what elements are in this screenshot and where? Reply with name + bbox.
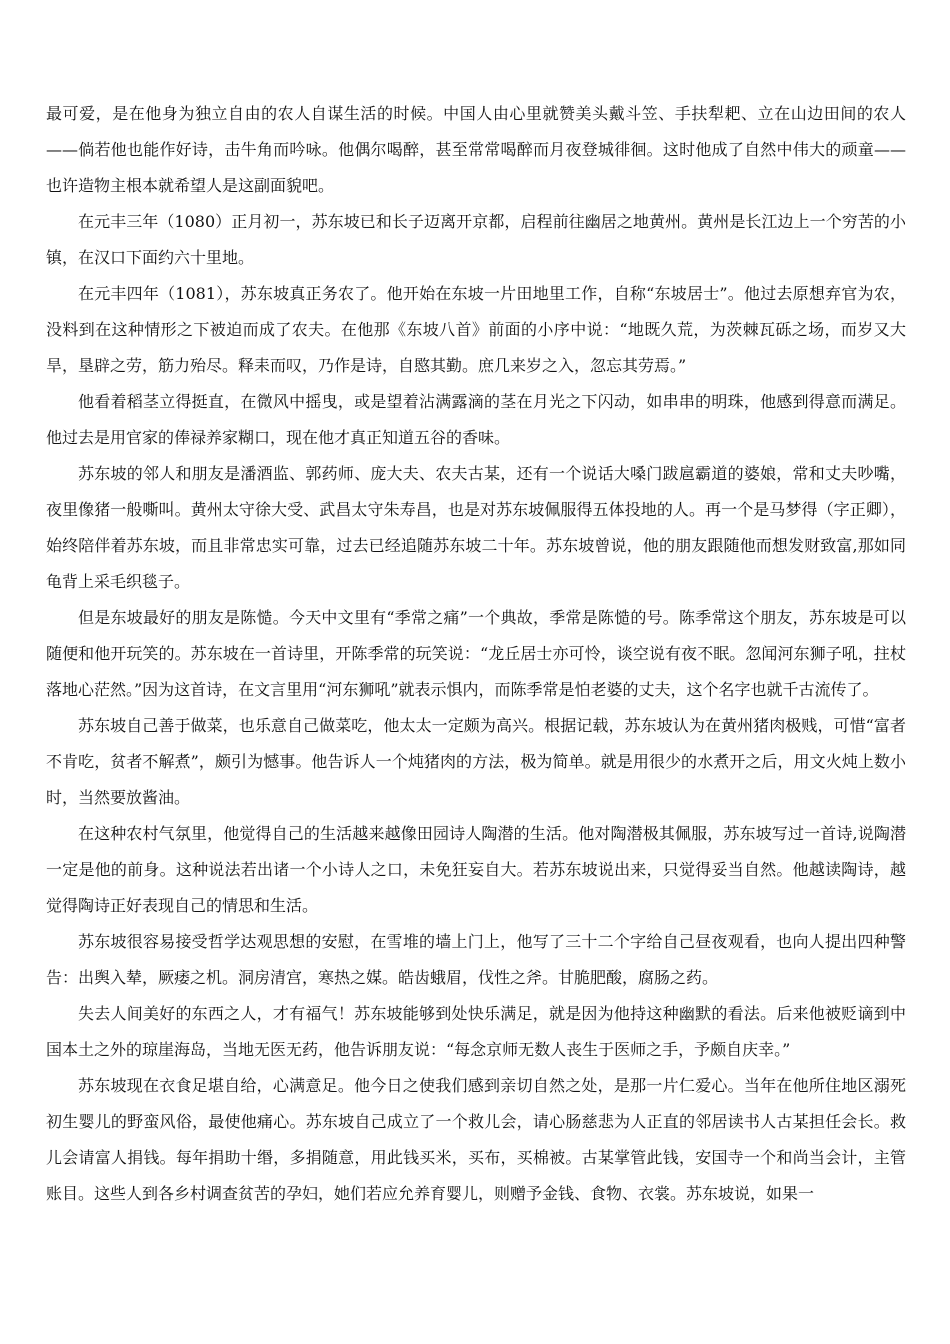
paragraph-10: 失去人间美好的东西之人，才有福气！苏东坡能够到处快乐满足，就是因为他持这种幽默的看法。后来他被贬谪到中国本土之外的琼崖海岛，当地无医无药，他告诉朋友说：“每念京师无数人丧生于医师之手，予颇自庆幸。” <box>46 1004 906 1059</box>
paragraph-11: 苏东坡现在衣食足堪自给，心满意足。他今日之使我们感到亲切自然之处，是那一片仁爱心。当年在他所住地区溺死初生婴儿的野蛮风俗，最使他痛心。苏东坡自己成立了一个救儿会，请心肠慈悲为人正直的邻居读书人古某担任会长。救儿会请富人捐钱。每年捐助十缗，多捐随意，用此钱买米，买布，买棉被。古某掌管此钱，安国寺一个和尚当会计，主管账目。这些人到各乡村调查贫苦的孕妇，她们若应允养育婴儿，则赠予金钱、食物、衣裳。苏东坡说，如果一 <box>46 1076 906 1203</box>
paragraph-8: 在这种农村气氛里，他觉得自己的生活越来越像田园诗人陶潜的生活。他对陶潜极其佩服，苏东坡写过一首诗,说陶潜一定是他的前身。这种说法若出诸一个小诗人之口，未免狂妄自大。若苏东坡说出来，只觉得妥当自然。他越读陶诗，越觉得陶诗正好表现自己的情思和生活。 <box>46 824 906 915</box>
document-page <box>46 96 906 1212</box>
paragraph-9: 苏东坡很容易接受哲学达观思想的安慰，在雪堆的墙上门上，他写了三十二个字给自己昼夜观看，也向人提出四种警告：出舆入辇，厥痿之机。洞房清宫，寒热之媒。皓齿蛾眉，伐性之斧。甘脆肥酸，腐肠之药。 <box>46 932 906 987</box>
paragraph-7: 苏东坡自己善于做菜，也乐意自己做菜吃，他太太一定颇为高兴。根据记载，苏东坡认为在黄州猪肉极贱，可惜“富者不肯吃，贫者不解煮”，颇引为憾事。他告诉人一个炖猪肉的方法，极为简单。就是用很少的水煮开之后，用文火炖上数小时，当然要放酱油。 <box>46 716 906 807</box>
paragraph-6: 但是东坡最好的朋友是陈慥。今天中文里有“季常之痛”一个典故，季常是陈慥的号。陈季常这个朋友，苏东坡是可以随便和他开玩笑的。苏东坡在一首诗里，开陈季常的玩笑说：“龙丘居士亦可怜，谈空说有夜不眠。忽闻河东狮子吼，拄杖落地心茫然。”因为这首诗，在文言里用“河东狮吼”就表示惧内，而陈季常是怕老婆的丈夫，这个名字也就千古流传了。 <box>46 608 906 699</box>
paragraph-2: 在元丰三年（1080）正月初一，苏东坡已和长子迈离开京都，启程前往幽居之地黄州。黄州是长江边上一个穷苦的小镇，在汉口下面约六十里地。 <box>46 212 906 267</box>
paragraph-3: 在元丰四年（1081），苏东坡真正务农了。他开始在东坡一片田地里工作，自称“东坡居士”。他过去原想弃官为农，没料到在这种情形之下被迫而成了农夫。在他那《东坡八首》前面的小序中说：“地既久荒，为茨棘瓦砾之场，而岁又大旱，垦辟之劳，筋力殆尽。释耒而叹，乃作是诗，自愍其勤。庶几来岁之入，忽忘其劳焉。” <box>46 284 906 375</box>
paragraph-5: 苏东坡的邻人和朋友是潘酒监、郭药师、庞大夫、农夫古某，还有一个说话大嗓门跋扈霸道的婆娘，常和丈夫吵嘴，夜里像猪一般嘶叫。黄州太守徐大受、武昌太守朱寿昌，也是对苏东坡佩服得五体投地的人。再一个是马梦得（字正卿），始终陪伴着苏东坡，而且非常忠实可靠，过去已经追随苏东坡二十年。苏东坡曾说，他的朋友跟随他而想发财致富,那如同龟背上采毛织毯子。 <box>46 464 906 591</box>
paragraph-4: 他看着稻茎立得挺直，在微风中摇曳，或是望着沾满露滴的茎在月光之下闪动，如串串的明珠，他感到得意而满足。他过去是用官家的俸禄养家糊口，现在他才真正知道五谷的香味。 <box>46 392 906 447</box>
paragraph-1: 最可爱，是在他身为独立自由的农人自谋生活的时候。中国人由心里就赞美头戴斗笠、手扶犁耙、立在山边田间的农人——倘若他也能作好诗，击牛角而吟咏。他偶尔喝醉，甚至常常喝醉而月夜登城徘徊。这时他成了自然中伟大的顽童——也许造物主根本就希望人是这副面貌吧。 <box>46 104 906 195</box>
